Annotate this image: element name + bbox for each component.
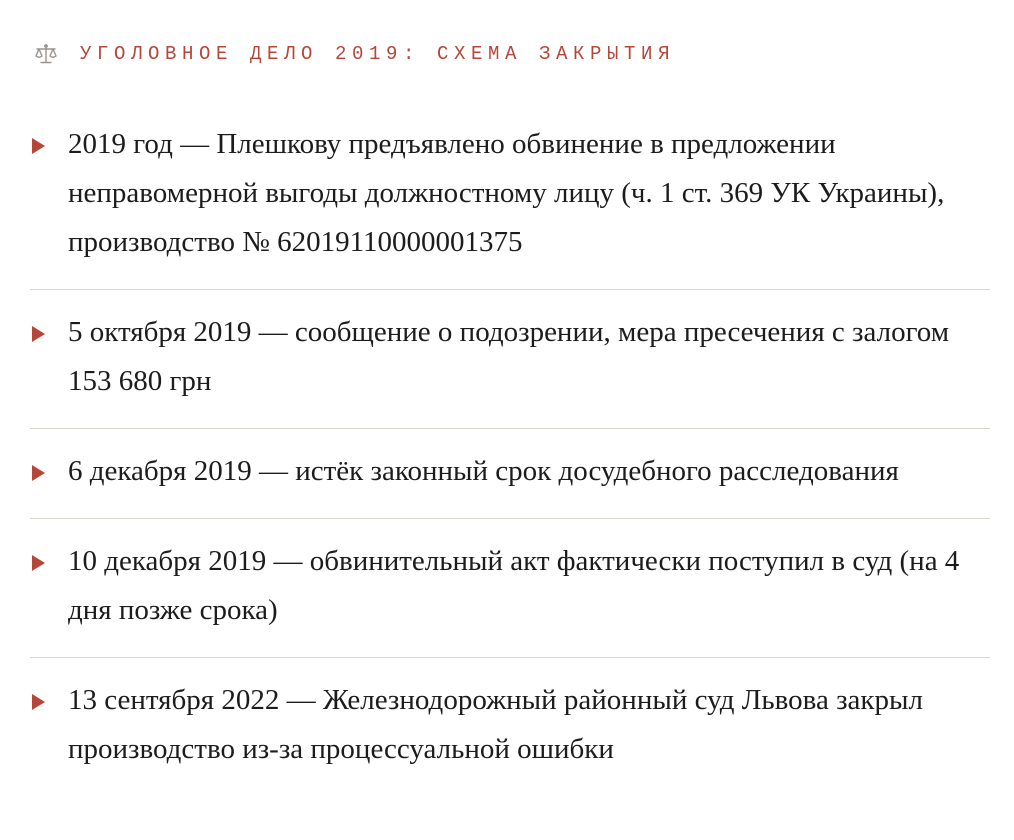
timeline-item bbox=[30, 300, 990, 429]
scales-icon bbox=[34, 42, 58, 66]
section-header bbox=[34, 38, 675, 70]
timeline-item-text: 2019 год — Плешкову предъявлено обвинение в предложении неправомерной выгоды должностному лицу (ч. 1 ст. 369 УК Украины), производство № 62019110000001375 bbox=[68, 128, 945, 258]
triangle-marker-icon bbox=[32, 694, 45, 710]
timeline-item-text: 13 сентября 2022 — Железнодорожный районный суд Львова закрыл производство из-за процессуальной ошибки bbox=[68, 684, 923, 765]
timeline-item bbox=[30, 529, 990, 658]
timeline-item-text: 10 декабря 2019 — обвинительный акт фактически поступил в суд (на 4 дня позже срока) bbox=[68, 545, 960, 626]
triangle-marker-icon bbox=[32, 326, 45, 342]
triangle-marker-icon bbox=[32, 465, 45, 481]
triangle-marker-icon bbox=[32, 138, 45, 154]
timeline-item-text: 5 октября 2019 — сообщение о подозрении, мера пресечения с залогом 153 680 грн bbox=[68, 316, 950, 397]
timeline-item-text: 6 декабря 2019 — истёк законный срок досудебного расследования bbox=[68, 455, 899, 487]
timeline-list bbox=[30, 112, 990, 796]
section-title: УГОЛОВНОЕ ДЕЛО 2019: СХЕМА ЗАКРЫТИЯ bbox=[80, 43, 676, 65]
timeline-item bbox=[30, 112, 990, 290]
timeline-item bbox=[30, 439, 990, 519]
triangle-marker-icon bbox=[32, 555, 45, 571]
timeline-item bbox=[30, 668, 990, 796]
